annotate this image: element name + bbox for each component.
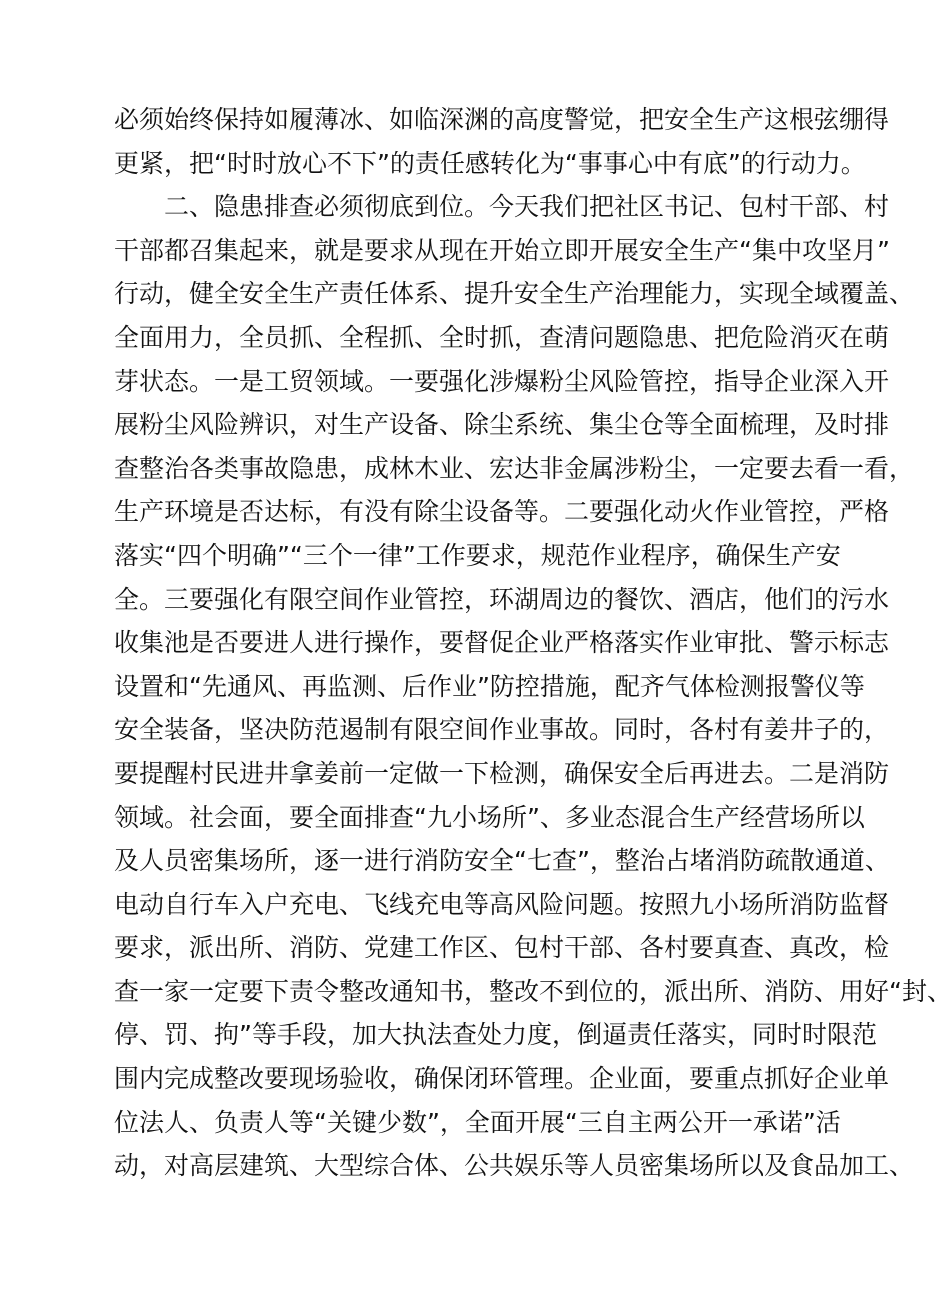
text-line: 全。三要强化有限空间作业管控，环湖周边的餐饮、酒店，他们的污水 <box>114 584 890 614</box>
text-line: 生产环境是否达标，有没有除尘设备等。二要强化动火作业管控，严格 <box>114 497 890 527</box>
text-line: 必须始终保持如履薄冰、如临深渊的高度警觉，把安全生产这根弦绷得 <box>114 105 890 134</box>
text-line: 干部都召集起来，就是要求从现在开始立即开展安全生产“集中攻坚月” <box>114 235 890 265</box>
text-line: 收集池是否要进人进行操作，要督促企业严格落实作业审批、警示标志 <box>114 628 890 658</box>
text-line: 要提醒村民进井拿姜前一定做一下检测，确保安全后再进去。二是消防 <box>114 758 890 788</box>
text-line: 芽状态。一是工贸领域。一要强化涉爆粉尘风险管控，指导企业深入开 <box>114 366 890 396</box>
text-line: 动，对高层建筑、大型综合体、公共娱乐等人员密集场所以及食品加工、 <box>114 1151 915 1181</box>
text-line: 安全装备，坚决防范遏制有限空间作业事故。同时，各村有姜井子的， <box>114 715 890 745</box>
text-line: 电动自行车入户充电、飞线充电等高风险问题。按照九小场所消防监督 <box>114 889 890 919</box>
text-line: 围内完成整改要现场验收，确保闭环管理。企业面，要重点抓好企业单 <box>114 1064 890 1094</box>
text-line: 位法人、负责人等“关键少数”，全面开展“三自主两公开一承诺”活 <box>114 1107 841 1137</box>
text-line: 领域。社会面，要全面排查“九小场所”、多业态混合生产经营场所以 <box>114 802 865 832</box>
text-line: 要求，派出所、消防、党建工作区、包村干部、各村要真查、真改，检 <box>114 933 890 963</box>
text-line: 行动，健全安全生产责任体系、提升安全生产治理能力，实现全域覆盖、 <box>114 279 915 309</box>
text-line: 更紧，把“时时放心不下”的责任感转化为“事事心中有底”的行动力。 <box>114 148 866 178</box>
text-line: 查一家一定要下责令整改通知书，整改不到位的，派出所、消防、用好“封、 <box>114 976 952 1006</box>
text-line: 展粉尘风险辨识，对生产设备、除尘系统、集尘仓等全面梳理，及时排 <box>114 410 890 440</box>
paragraph-start-line: 二、隐患排查必须彻底到位。今天我们把社区书记、包村干部、村 <box>164 192 890 222</box>
text-line: 及人员密集场所，逐一进行消防安全“七查”，整治占堵消防疏散通道、 <box>114 846 890 876</box>
body-text <box>114 98 952 1188</box>
text-line: 查整治各类事故隐患，成林木业、宏达非金属涉粉尘，一定要去看一看， <box>114 453 915 483</box>
text-line: 停、罚、拘”等手段，加大执法查处力度，倒逼责任落实，同时时限范 <box>114 1020 877 1050</box>
text-line: 设置和“先通风、再监测、后作业”防控措施，配齐气体检测报警仪等 <box>114 671 865 701</box>
text-line: 全面用力，全员抓、全程抓、全时抓，查清问题隐患、把危险消灭在萌 <box>114 322 890 352</box>
text-line: 落实“四个明确”“三个一律”工作要求，规范作业程序，确保生产安 <box>114 540 841 570</box>
